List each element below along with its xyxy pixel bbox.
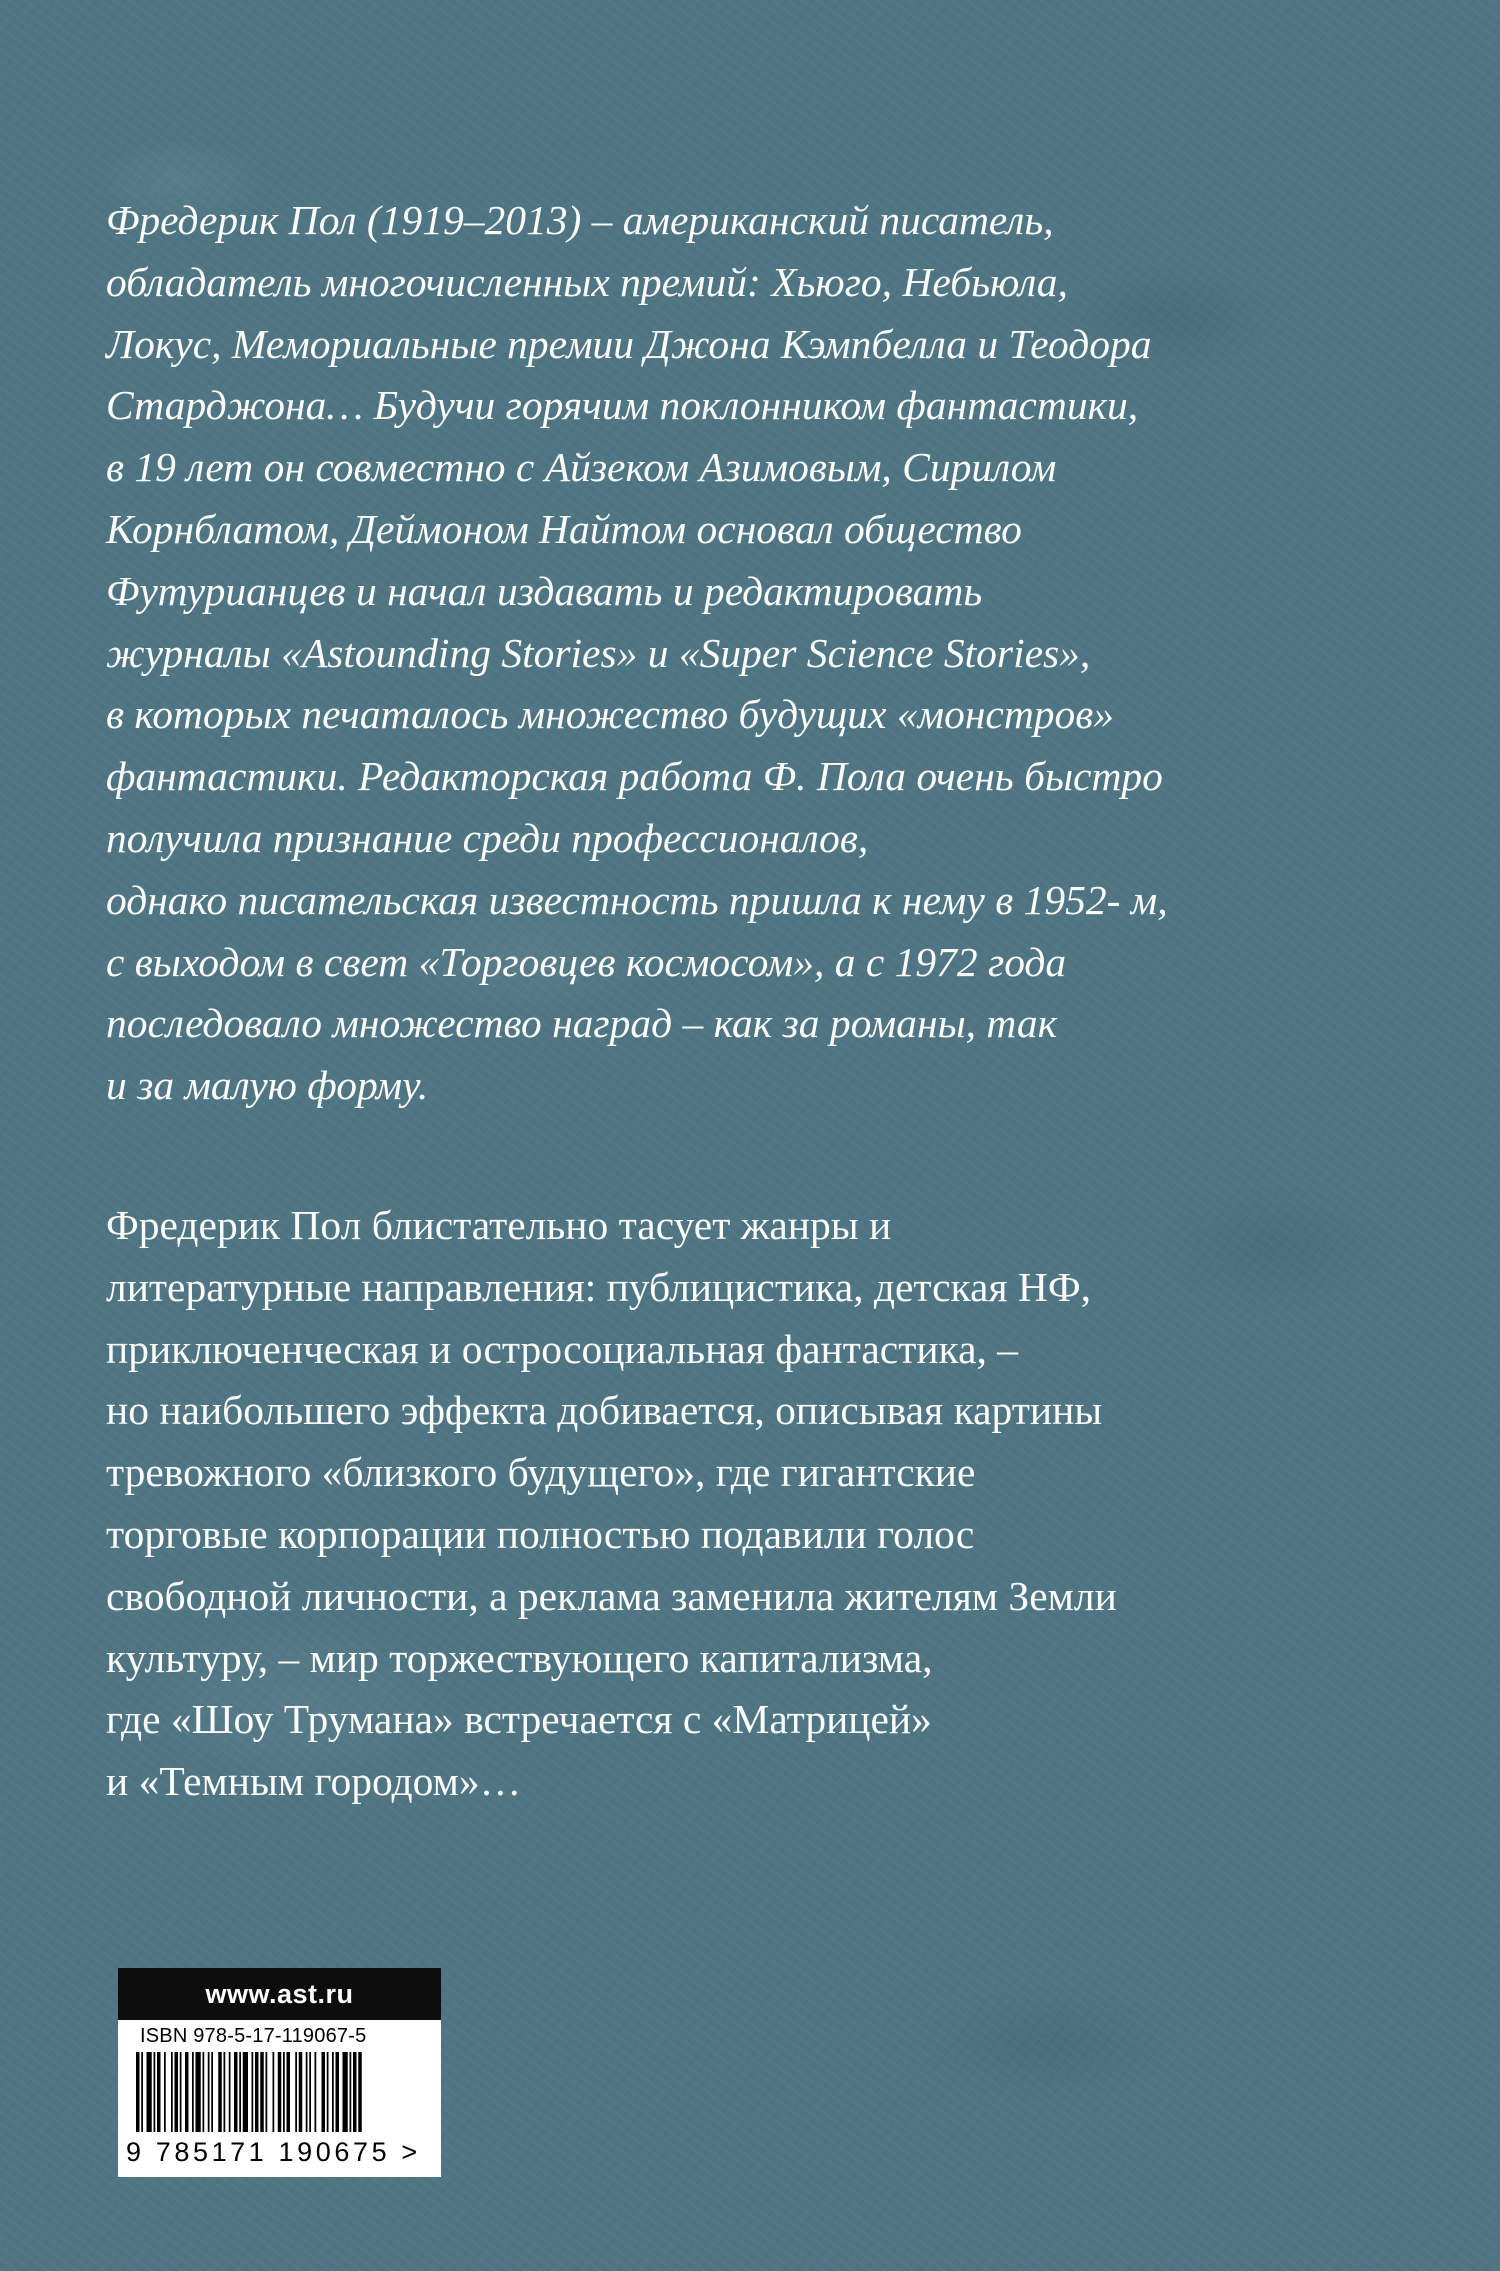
isbn-barcode-block — [118, 1968, 441, 2177]
bio-line: и за малую форму. — [106, 1062, 429, 1109]
barcode-bar — [154, 2052, 156, 2138]
bio-line: с выходом в свет «Торговцев космосом», а с 1972 года — [106, 938, 1067, 985]
description-line: тревожного «близкого будущего», где гигантские — [106, 1449, 976, 1496]
barcode-bar — [343, 2052, 348, 2138]
bio-line: фантастики. Редакторская работа Ф. Пола очень быстро — [106, 753, 1163, 800]
barcode-bar — [278, 2052, 282, 2138]
barcode-bar — [273, 2052, 275, 2138]
barcode-bar — [229, 2052, 231, 2138]
bio-line: в которых печаталось множество будущих «монстров» — [106, 691, 1115, 738]
bio-line: Старджона… Будучи горячим поклонником фантастики, — [106, 382, 1139, 429]
description-line: Фредерик Пол блистательно тасует жанры и — [106, 1202, 892, 1248]
barcode-bar — [141, 2052, 143, 2138]
description-line: и «Темным городом»… — [106, 1758, 522, 1805]
barcode-bar — [203, 2052, 205, 2138]
barcode-bar — [295, 2052, 297, 2138]
barcode-bar — [322, 2052, 326, 2138]
barcode-bar — [218, 2052, 222, 2138]
bio-line: однако писательская известность пришла к нему в 1952- м, — [106, 876, 1168, 923]
barcode-bar — [266, 2052, 268, 2138]
author-bio — [106, 190, 1168, 1117]
description-line: но наибольшего эффекта добивается, описывая картины — [106, 1387, 1103, 1434]
barcode-bar — [196, 2052, 201, 2138]
barcode-bar — [211, 2052, 213, 2138]
barcode-bar — [239, 2052, 241, 2138]
barcode-bar — [171, 2052, 173, 2138]
barcode-bar — [287, 2052, 291, 2138]
bio-line: журналы «Astounding Stories» и «Super Science Stories», — [106, 629, 1091, 676]
bio-line: Фредерик Пол (1919–2013) – американский писатель, — [106, 197, 1054, 243]
barcode-bar — [185, 2052, 189, 2138]
barcode-bar — [309, 2052, 311, 2138]
barcode-bar — [255, 2052, 259, 2138]
bio-line: Локус, Мемориальные премии Джона Кэмпбелла и Теодора — [106, 320, 1152, 367]
description-line: где «Шоу Трумана» встречается с «Матрицей» — [106, 1696, 932, 1743]
barcode-digits: 9 785171 190675 > — [124, 2132, 438, 2172]
barcode-bar — [353, 2052, 357, 2138]
barcode-bars — [136, 2052, 421, 2138]
bio-line: Корнблатом, Деймоном Найтом основал общество — [106, 505, 1022, 552]
bio-line: Футурианцев и начал издавать и редактировать — [106, 567, 983, 614]
publisher-website: www.ast.ru — [118, 1968, 441, 2020]
barcode-bar — [208, 2052, 210, 2138]
barcode-bar — [299, 2052, 303, 2138]
description-line: литературные направления: публицистика, детская НФ, — [106, 1263, 1092, 1310]
book-description — [106, 1195, 1117, 1813]
description-line: приключенческая и остросоциальная фантастика, – — [106, 1325, 1018, 1372]
bio-line: последовало множество наград – как за романы, так — [106, 1000, 1058, 1047]
barcode-bar — [224, 2052, 226, 2138]
barcode-bar — [192, 2052, 194, 2138]
isbn-label: ISBN 978-5-17-119067-5 — [140, 2025, 367, 2047]
barcode-bar — [306, 2052, 308, 2138]
barcode-bar — [243, 2052, 248, 2138]
barcode-bar — [180, 2052, 182, 2138]
barcode-bar — [283, 2052, 285, 2138]
barcode-bar — [327, 2052, 329, 2138]
barcode-bar — [164, 2052, 166, 2138]
barcode-bar — [315, 2052, 317, 2138]
barcode-bar — [136, 2052, 140, 2138]
barcode-bar — [332, 2052, 334, 2138]
barcode-bar — [234, 2052, 238, 2138]
barcode-bar — [336, 2052, 340, 2138]
bio-line: в 19 лет он совместно с Айзеком Азимовым, Сирилом — [106, 444, 1057, 491]
barcode-bar — [260, 2052, 264, 2138]
barcode-bar — [175, 2052, 179, 2138]
barcode-bar — [350, 2052, 352, 2138]
barcode-bar — [157, 2052, 161, 2138]
bio-line: обладатель многочисленных премий: Хьюго, Небьюла, — [106, 258, 1068, 305]
bio-line: получила признание среди профессионалов, — [106, 814, 869, 861]
description-line: свободной личности, а реклама заменила жителям Земли — [106, 1572, 1117, 1619]
description-line: культуру, – мир торжествующего капитализма, — [106, 1634, 933, 1681]
description-line: торговые корпорации полностью подавили голос — [106, 1510, 975, 1557]
barcode-bar — [147, 2052, 152, 2138]
barcode-bar — [358, 2052, 362, 2138]
barcode-bar — [252, 2052, 254, 2138]
